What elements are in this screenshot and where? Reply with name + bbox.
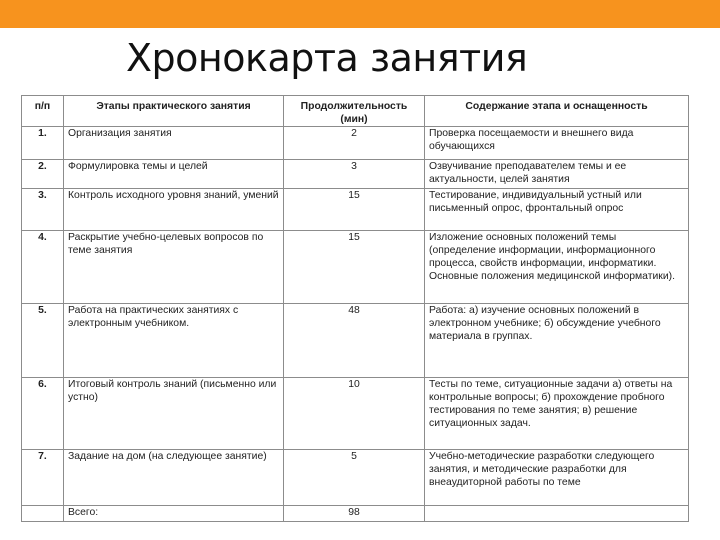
row-stage: Итоговый контроль знаний (письменно или устно) [64,378,284,450]
row-duration: 2 [284,127,425,160]
top-accent-bar [0,0,720,28]
row-stage: Контроль исходного уровня знаний, умений [64,189,284,231]
total-value: 98 [284,506,425,522]
header-content: Содержание этапа и оснащенность [425,96,689,127]
row-num: 7. [22,450,64,506]
row-duration: 3 [284,160,425,189]
header-duration: Продолжительность (мин) [284,96,425,127]
table-row [22,304,689,378]
chronocard-table [21,95,689,522]
row-stage: Работа на практических занятиях с электронным учебником. [64,304,284,378]
header-num: п/п [22,96,64,127]
slide-title: Хронокарта занятия [126,36,528,80]
row-content: Работа: а) изучение основных положений в электронном учебнике; б) обсуждение учебного материала в группах. [425,304,689,378]
table-header-row [22,96,689,127]
row-content: Тесты по теме, ситуационные задачи а) ответы на контрольные вопросы; б) прохождение пробного тестирования по теме занятия; в) решение ситуационных задач. [425,378,689,450]
row-num: 2. [22,160,64,189]
row-stage: Формулировка темы и целей [64,160,284,189]
row-content: Учебно-методические разработки следующего занятия, и методические разработки для внеаудиторной работы по теме [425,450,689,506]
row-num: 4. [22,231,64,304]
row-content: Изложение основных положений темы (определение информации, информационного процесса, свойств информации, информатики. Основные положения медицинской информатики). [425,231,689,304]
row-num: 5. [22,304,64,378]
row-stage: Организация занятия [64,127,284,160]
row-duration: 5 [284,450,425,506]
total-empty-cell [22,506,64,522]
row-duration: 48 [284,304,425,378]
row-num: 1. [22,127,64,160]
total-label: Всего: [64,506,284,522]
total-empty-cell [425,506,689,522]
row-stage: Раскрытие учебно-целевых вопросов по теме занятия [64,231,284,304]
row-content: Озвучивание преподавателем темы и ее актуальности, целей занятия [425,160,689,189]
table-row [22,127,689,160]
row-stage: Задание на дом (на следующее занятие) [64,450,284,506]
table-row [22,378,689,450]
row-content: Тестирование, индивидуальный устный или письменный опрос, фронтальный опрос [425,189,689,231]
table-row [22,160,689,189]
row-duration: 15 [284,189,425,231]
total-row [22,506,689,522]
header-stage: Этапы практического занятия [64,96,284,127]
row-num: 6. [22,378,64,450]
table-row [22,189,689,231]
table-row [22,450,689,506]
row-duration: 15 [284,231,425,304]
table-row [22,231,689,304]
row-duration: 10 [284,378,425,450]
row-content: Проверка посещаемости и внешнего вида обучающихся [425,127,689,160]
row-num: 3. [22,189,64,231]
